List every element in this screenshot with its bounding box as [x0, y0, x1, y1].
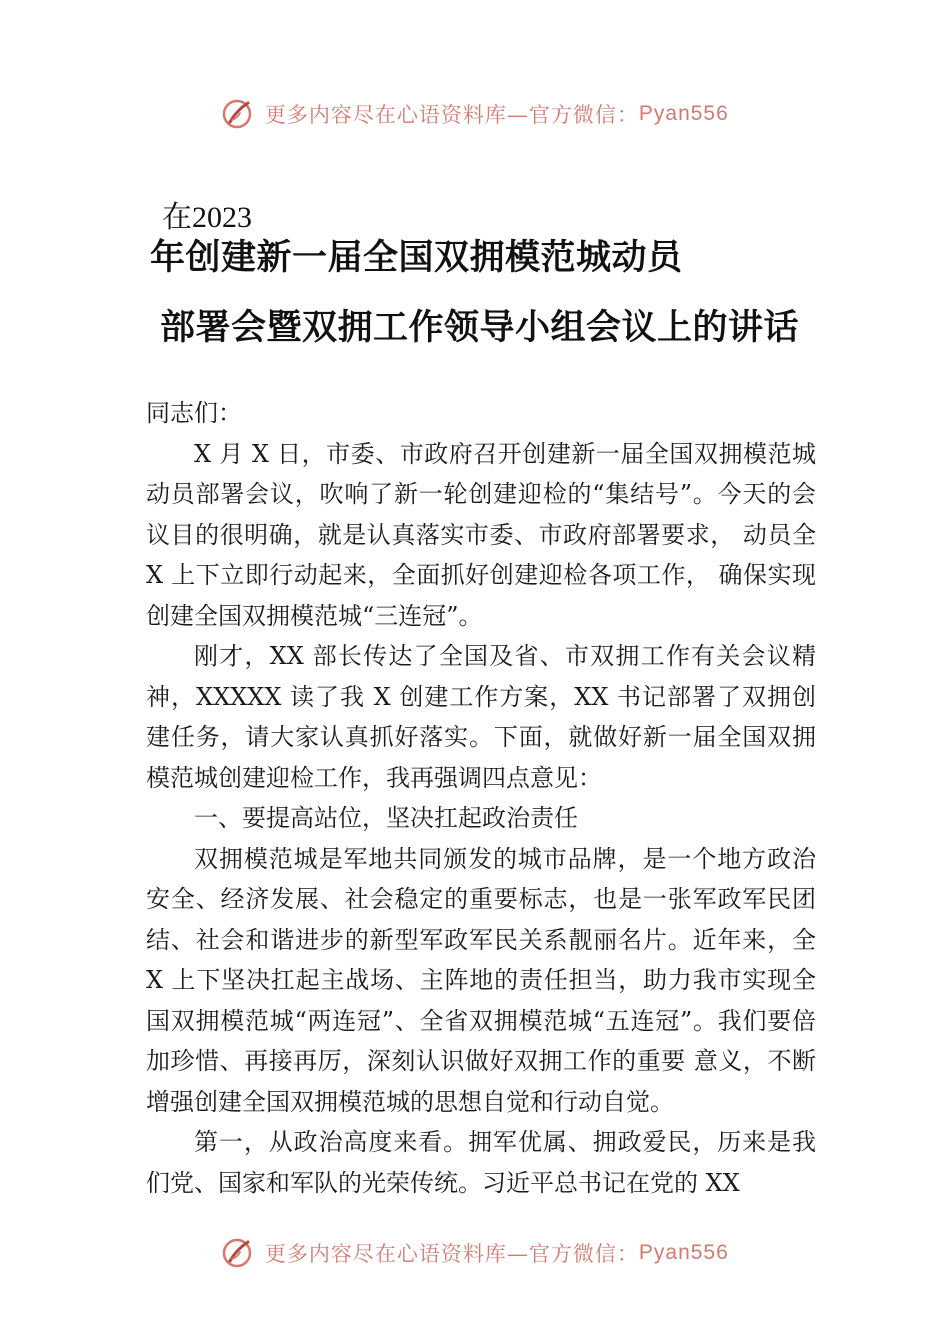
salutation: 同志们： [146, 399, 242, 427]
watermark-wechat-id: Pyan556 [638, 102, 729, 125]
paragraph: X 月 X 日，市委、市政府召开创建新一届全国双拥模范城动员部署会议，吹响了新一轮创建迎检的“集结号”。今天的会议目的很明确，就是认真落实市委、市政府部署要求， 动员全 X 上下立即行动起来，全面抓好创建迎检各项工作， 确保实现创建全国双拥模范城“三连冠”。 [146, 439, 816, 630]
watermark-wechat-id: Pyan556 [638, 1241, 729, 1264]
section-heading: 一、要提高站位，坚决扛起政治责任 [194, 804, 578, 832]
brush-logo-icon [221, 1237, 253, 1269]
title-prefix: 在2023 [162, 201, 252, 234]
document-title-line-2: 部署会暨双拥工作领导小组会议上的讲话 [160, 307, 800, 348]
watermark-text: 更多内容尽在心语资料库—官方微信： [264, 103, 639, 127]
brush-logo-icon [221, 98, 253, 130]
watermark-text: 更多内容尽在心语资料库—官方微信： [264, 1242, 639, 1266]
document-body [146, 393, 816, 1203]
paragraph: 第一，从政治高度来看。拥军优属、拥政爱民，历来是我们党、国家和军队的光荣传统。习近平总书记在党的 XX [146, 1128, 816, 1197]
document-title-line-1: 年创建新一届全国双拥模范城动员 [150, 237, 683, 278]
watermark-header [0, 98, 950, 130]
watermark-footer [0, 1237, 950, 1269]
paragraph: 双拥模范城是军地共同颁发的城市品牌，是一个地方政治安全、经济发展、社会稳定的重要标志，也是一张军政军民团结、社会和谐进步的新型军政军民关系靓丽名片。近年来，全 X 上下坚决扛起主战场、主阵地的责任担当，助力我市实现全国双拥模范城“两连冠”、全省双拥模范城“五连冠”。我们要倍加珍惜、再接再厉，深刻认识做好双拥工作的重要 意义，不断增强创建全国双拥模范城的思想自觉和行动自觉。 [146, 844, 816, 1116]
paragraph: 刚才，XX 部长传达了全国及省、市双拥工作有关会议精神，XXXXX 读了我 X 创建工作方案，XX 书记部署了双拥创建任务，请大家认真抓好落实。下面，就做好新一届全国双拥模范城创建迎检工作，我再强调四点意见： [146, 642, 816, 792]
